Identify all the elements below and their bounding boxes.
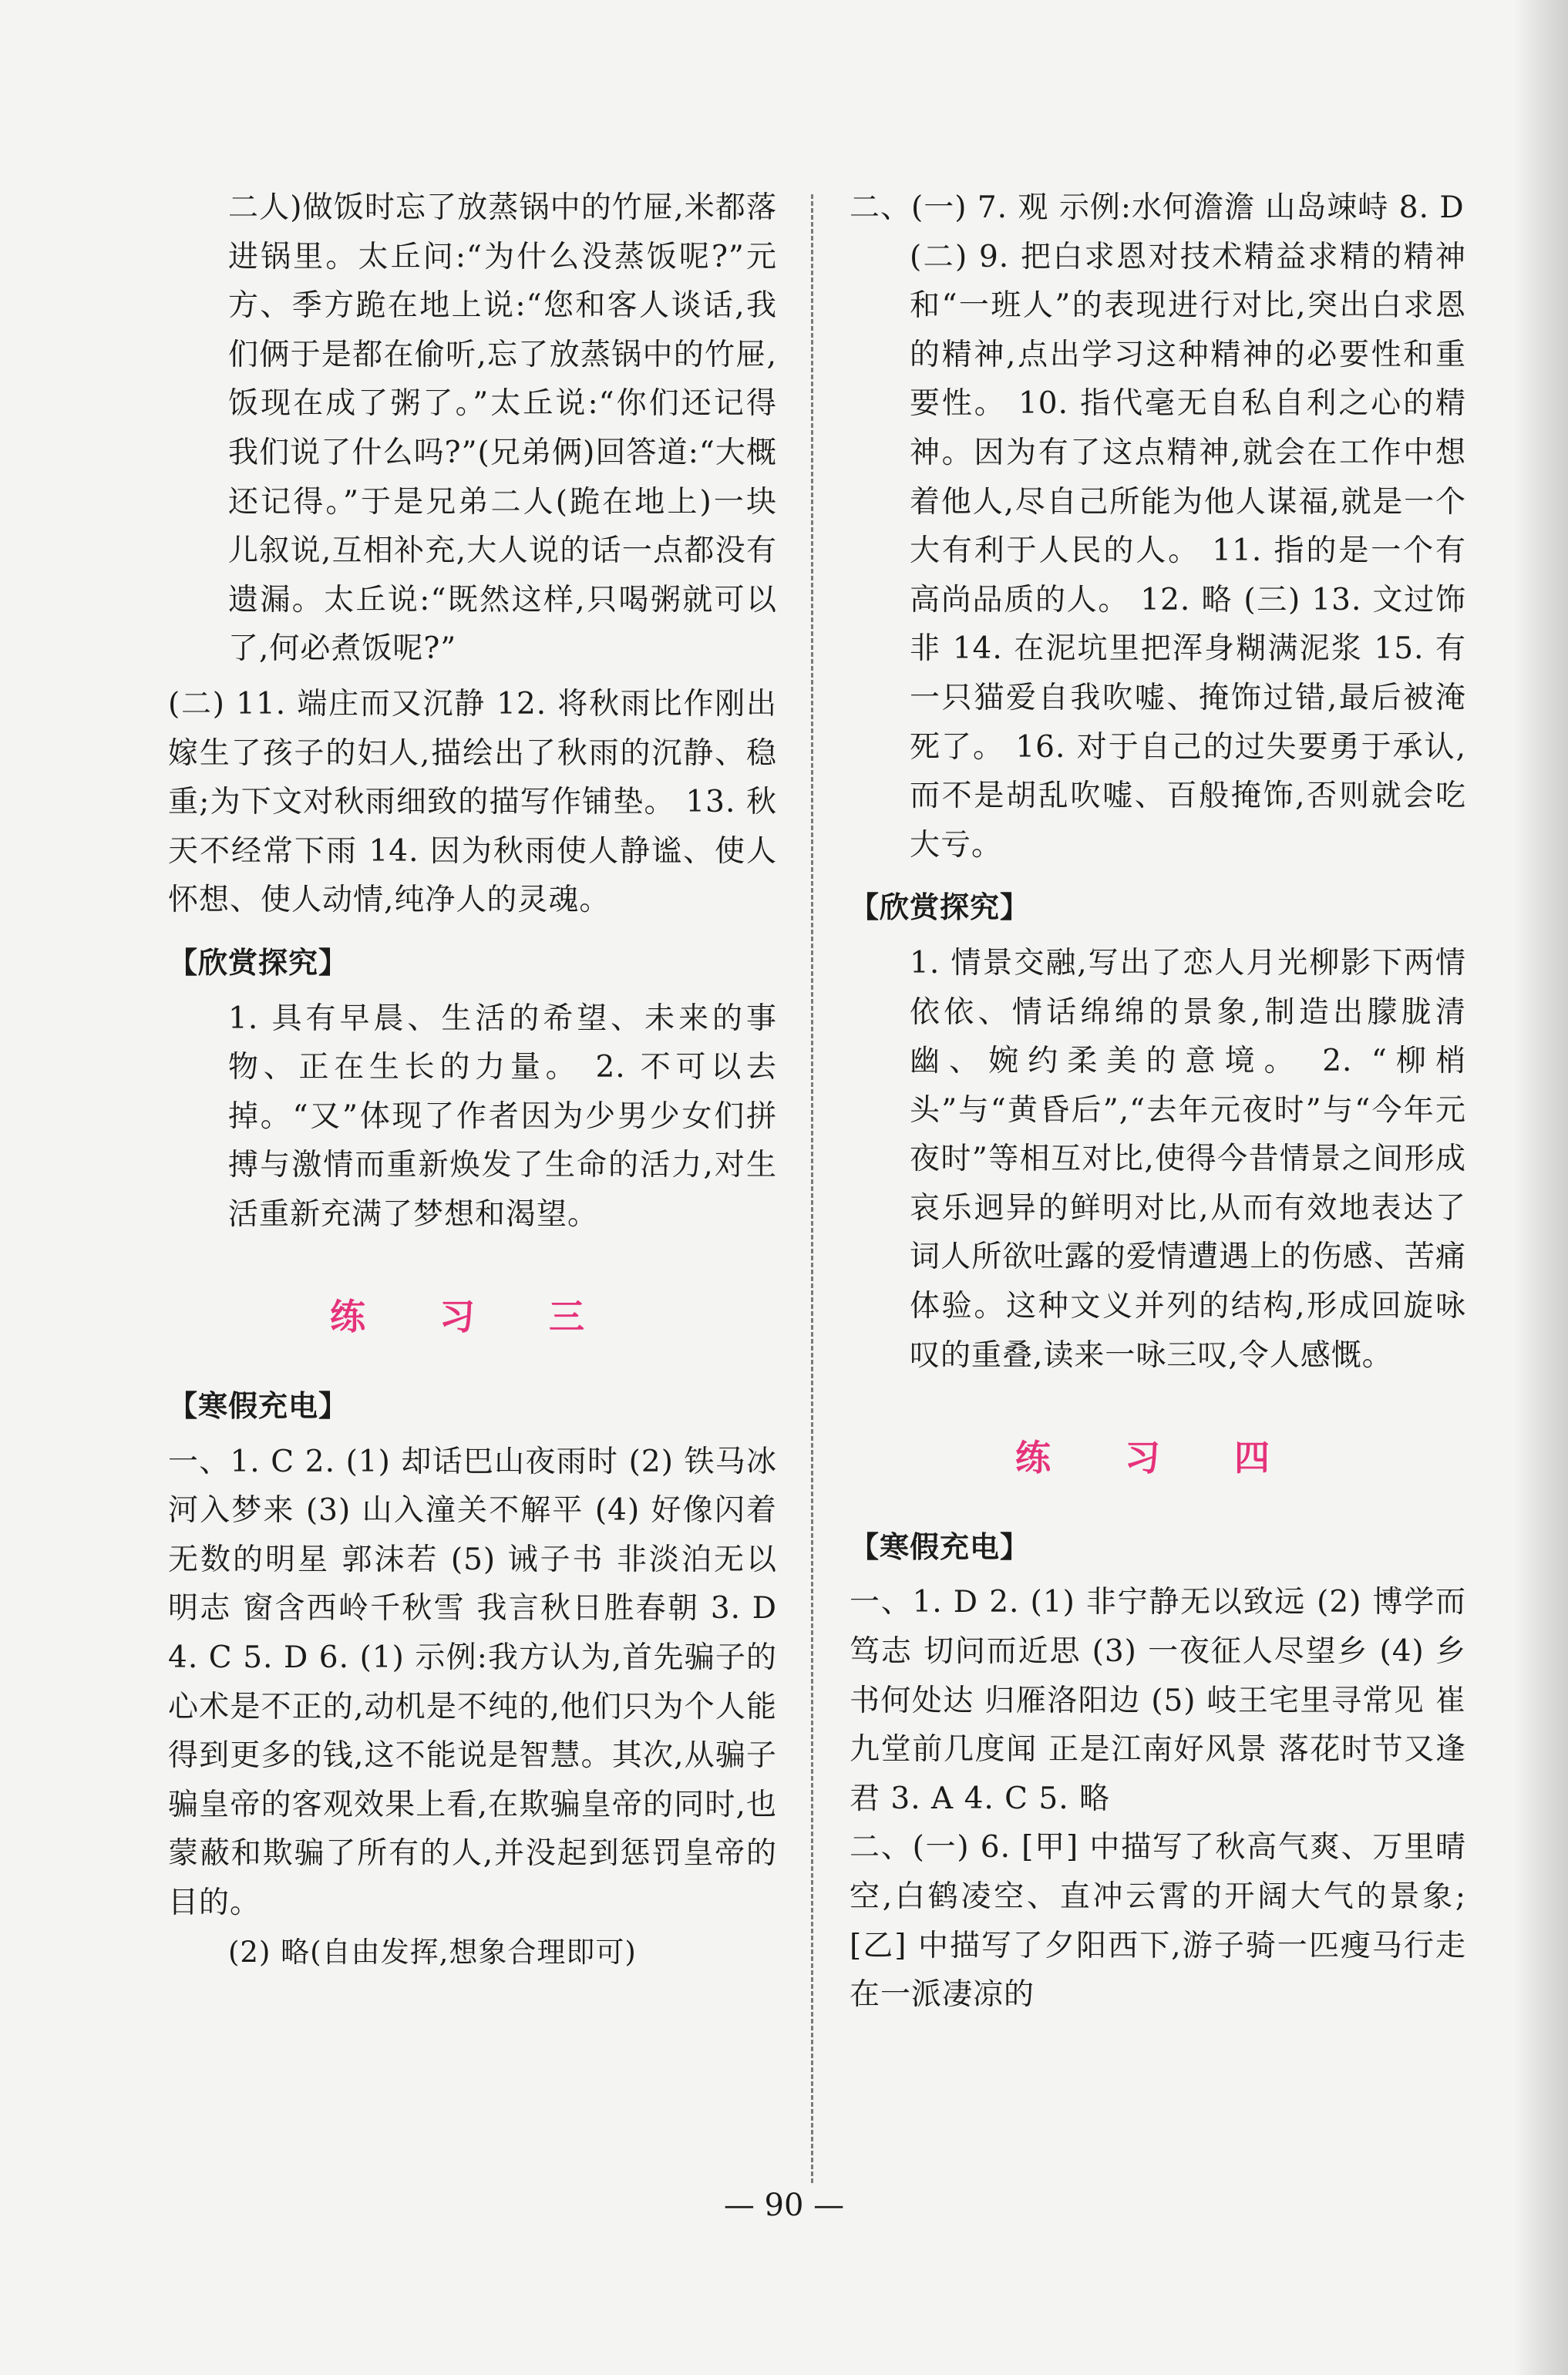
right-answer-section-2-1: 二、(一) 7. 观 示例:水何澹澹 山岛竦峙 8. D	[850, 190, 1465, 225]
right-winter-answers: 一、1. D 2. (1) 非宁静无以致远 (2) 博学而笃志 切问而近思 (3) 一夜征人尽望乡 (4) 乡书何处达 归雁洛阳边 (5) 岐王宅里寻常见 崔九堂前几度闻 正是江南好风景 落花时节又逢君 3. A 4. C 5. 略	[850, 1585, 1466, 1816]
left-label-winter-charge: 【寒假充电】	[168, 1389, 349, 1424]
left-winter-answers: 一、1. C 2. (1) 却话巴山夜雨时 (2) 铁马冰河入梦来 (3) 山入潼关不解平 (4) 好像闪着无数的明星 郭沫若 (5) 诫子书 非淡泊无以明志 窗含西岭千秋雪 我言秋日胜春朝 3. D 4. C 5. D 6. (1) 示例:我方认为,首先骗子的心术是不正的,动机是不纯的,他们只为个人能得到更多的钱,这不能说是智慧。其次,从骗子骗皇帝的客观效果上看,在欺骗皇帝的同时,也蒙蔽和欺骗了所有的人,并没起到惩罚皇帝的目的。	[168, 1444, 777, 1920]
left-winter-answer-note: (2) 略(自由发挥,想象合理即可)	[228, 1935, 637, 1969]
right-label-winter-charge: 【寒假充电】	[850, 1529, 1031, 1564]
right-answer-section-2-continued: 二、(一) 6. [甲] 中描写了秋高气爽、万里晴空,白鹤凌空、直冲云霄的开阔大气的景象;[乙] 中描写了夕阳西下,游子骑一匹瘦马行走在一派凄凉的	[850, 1830, 1466, 2013]
right-appreciation-answers: 1. 情景交融,写出了恋人月光柳影下两情依依、情话绵绵的景象,制造出朦胧清幽、婉约柔美的意境。 2. “柳梢头”与“黄昏后”,“去年元夜时”与“今年元夜时”等相互对比,使得今昔情景之间形成哀乐迥异的鲜明对比,从而有效地表达了词人所欲吐露的爱情遭遇上的伤感、苦痛体验。这种文义并列的结构,形成回旋咏叹的重叠,读来一咏三叹,令人感慨。	[910, 945, 1466, 1373]
right-column	[850, 183, 1466, 2020]
page-edge-shadow	[1514, 0, 1568, 2375]
practice-4-title: 练 习 四	[1014, 1437, 1301, 1479]
column-divider	[811, 194, 813, 2183]
right-label-appreciation: 【欣赏探究】	[850, 890, 1031, 925]
left-column	[168, 183, 777, 1976]
left-answer-section-2: (二) 11. 端庄而又沉静 12. 将秋雨比作刚出嫁生了孩子的妇人,描绘出了秋雨的沉静、稳重;为下文对秋雨细致的描写作铺垫。 13. 秋天不经常下雨 14. 因为秋雨使人静谧、使人怀想、使人动情,纯净人的灵魂。	[168, 686, 777, 918]
practice-3-title: 练 习 三	[329, 1296, 616, 1338]
left-label-appreciation: 【欣赏探究】	[168, 945, 349, 980]
left-appreciation-answers: 1. 具有早晨、生活的希望、未来的事物、正在生长的力量。 2. 不可以去掉。“又”体现了作者因为少男少女们拼搏与激情而重新焕发了生命的活力,对生活重新充满了梦想和渴望。	[228, 1001, 777, 1232]
page-number: — 90 —	[723, 2188, 845, 2223]
right-answer-section-2-2: (二) 9. 把白求恩对技术精益求精的精神和“一班人”的表现进行对比,突出白求恩的精神,点出学习这种精神的必要性和重要性。 10. 指代毫无自私自利之心的精神。因为有了这点精神,就会在工作中想着他人,尽自己所能为他人谋福,就是一个大有利于人民的人。 11. 指的是一个有高尚品质的人。 12. 略 (三) 13. 文过饰非 14. 在泥坑里把浑身糊满泥浆 15. 有一只猫爱自我吹嘘、掩饰过错,最后被淹死了。 16. 对于自己的过失要勇于承认,而不是胡乱吹嘘、百般掩饰,否则就会吃大亏。	[910, 239, 1466, 863]
left-answer-translation: 二人)做饭时忘了放蒸锅中的竹屉,米都落进锅里。太丘问:“为什么没蒸饭呢?”元方、季方跪在地上说:“您和客人谈话,我们俩于是都在偷听,忘了放蒸锅中的竹屉,饭现在成了粥了。”太丘说:“你们还记得我们说了什么吗?”(兄弟俩)回答道:“大概还记得。”于是兄弟二人(跪在地上)一块儿叙说,互相补充,大人说的话一点都没有遗漏。太丘说:“既然这样,只喝粥就可以了,何必煮饭呢?”	[228, 190, 777, 667]
